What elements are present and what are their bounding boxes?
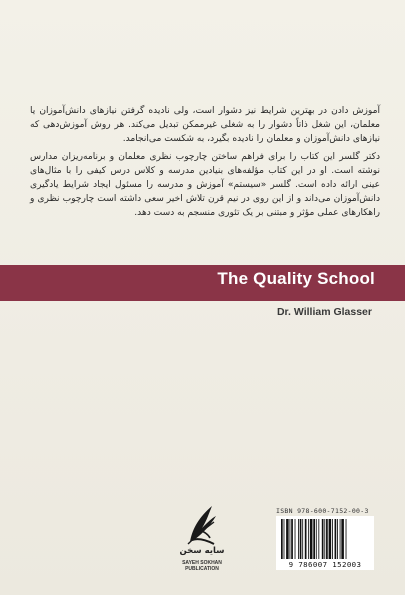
- barcode: [276, 516, 374, 570]
- publisher-tagline: PUBLICATION: [185, 566, 219, 572]
- isbn-label: ISBN 978-600-7152-00-3: [276, 507, 369, 515]
- blurb-paragraph-2: دکتر گلسر این کتاب را برای فراهم ساختن چارچوب نظری معلمان و برنامه‌ریزان مدارس نوشته است. او در این کتاب مؤلفه‌های بنیادین مدرسه و کلاس درس کیفی را با مثال‌های عینی ارائه داده است. گلسر «سیستم» آموزش و مدرسه را مسئول ایجاد شرایط یادگیری دانش‌آموزان می‌داند و از این روی در نیم قرن تلاش اخیر سعی داشته است چارچوب نظری و راهکارهای عملی مؤثر و مبتنی بر یک تئوری منسجم به دست دهد.: [30, 152, 380, 218]
- book-title: The Quality School: [217, 269, 375, 288]
- barcode-bars: [280, 519, 370, 559]
- blurb-paragraph-1: آموزش دادن در بهترین شرایط نیز دشوار است، ولی نادیده گرفتن نیازهای دانش‌آموزان یا معلمان، این شغل ذاتاً دشوار را به شغلی غیرممکن تبدیل می‌کند. هر روش آموزش‌دهی که نیازهای دانش‌آموزان و معلمان را نادیده بگیرد، به شکست می‌انجامد.: [30, 106, 380, 144]
- quill-feather-icon: [152, 500, 252, 546]
- blurb-text: [30, 104, 380, 224]
- publisher-name-fa: سایه سخن: [179, 546, 225, 556]
- publisher-logo: [152, 500, 252, 590]
- publisher-name-en: SAYEH SOKHAN: [182, 560, 222, 566]
- barcode-digits: 9 786007 152003: [288, 560, 362, 569]
- author-name: Dr. William Glasser: [276, 306, 372, 318]
